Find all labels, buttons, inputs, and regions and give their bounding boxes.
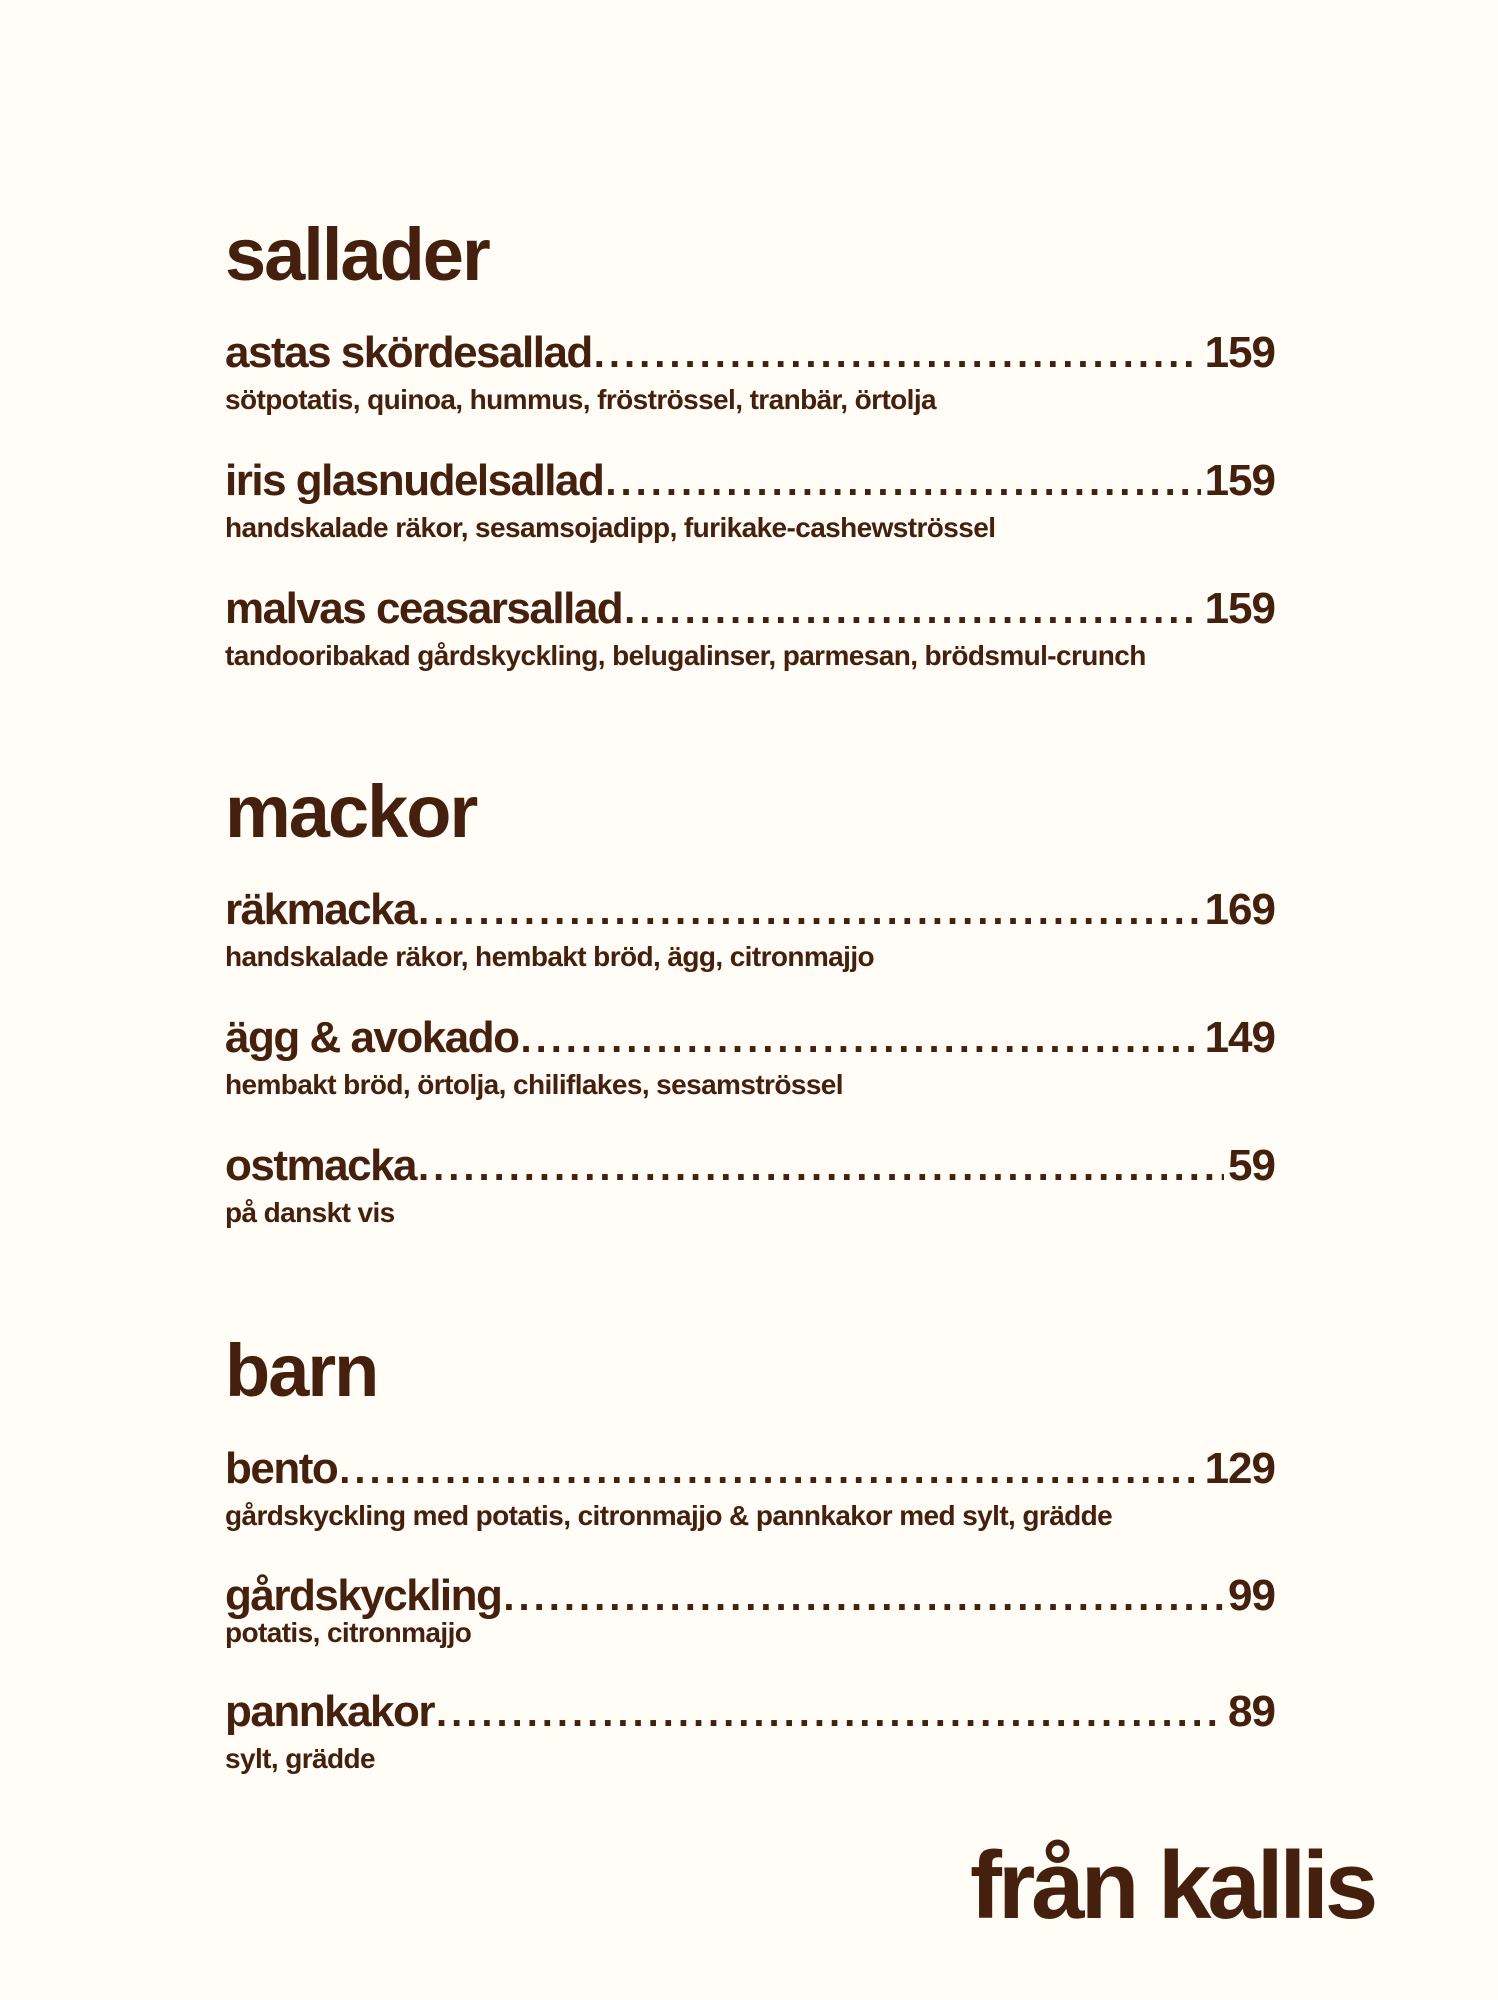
menu-item-price: 149 <box>1204 1013 1275 1062</box>
menu-item-description: på danskt vis <box>225 1197 395 1228</box>
menu-item-name: räkmacka <box>225 885 417 934</box>
menu-item-row <box>225 1013 1275 1063</box>
dot-leader <box>503 1572 1224 1622</box>
menu-item <box>225 1571 1275 1651</box>
menu-item <box>225 584 1275 674</box>
section-title: mackor <box>225 770 477 853</box>
dot-leader <box>418 1142 1224 1192</box>
menu-item-description: handskalade räkor, sesamsojadipp, furikake-cashewströssel <box>225 512 996 543</box>
footer-title: från kallis <box>970 1832 1375 1939</box>
dot-leader <box>520 1014 1200 1064</box>
menu-item <box>225 885 1275 975</box>
menu-item-price: 89 <box>1228 1687 1275 1736</box>
menu-item-row <box>225 885 1275 935</box>
menu-item-row <box>225 328 1275 378</box>
menu-item <box>225 1444 1275 1534</box>
menu-item-row <box>225 456 1275 506</box>
menu-item-description: potatis, citronmajjo <box>225 1617 472 1648</box>
menu-item <box>225 1141 1275 1231</box>
menu-item-name: astas skördesallad <box>225 328 592 377</box>
menu-item-row <box>225 584 1275 634</box>
menu-item-price: 169 <box>1204 885 1275 934</box>
dot-leader <box>594 329 1201 379</box>
menu-item-description: hembakt bröd, örtolja, chiliflakes, sesamströssel <box>225 1069 843 1100</box>
dot-leader <box>605 457 1200 507</box>
menu-item-description: tandooribakad gårdskyckling, belugalinser, parmesan, brödsmul-crunch <box>225 640 1146 671</box>
menu-item-name: pannkakor <box>225 1687 435 1736</box>
dot-leader <box>624 585 1200 635</box>
menu-item-price: 159 <box>1204 328 1275 377</box>
menu-item-name: bento <box>225 1444 338 1493</box>
menu-item-price: 99 <box>1228 1571 1275 1620</box>
menu-item-name: iris glasnudelsallad <box>225 456 604 505</box>
menu-item-price: 159 <box>1204 456 1275 505</box>
dot-leader <box>436 1688 1224 1738</box>
dot-leader <box>339 1445 1200 1495</box>
menu-item-row <box>225 1571 1275 1621</box>
section-title: sallader <box>225 213 489 296</box>
menu-item-row <box>225 1444 1275 1494</box>
menu-item <box>225 456 1275 546</box>
menu-item-name: ägg & avokado <box>225 1013 519 1062</box>
menu-item-row <box>225 1687 1275 1737</box>
menu-item <box>225 1687 1275 1777</box>
menu-item-description: handskalade räkor, hembakt bröd, ägg, citronmajjo <box>225 941 874 972</box>
menu-item <box>225 1013 1275 1103</box>
menu-item-name: malvas ceasarsallad <box>225 584 623 633</box>
menu-item-name: ostmacka <box>225 1141 417 1190</box>
menu-item-price: 59 <box>1228 1141 1275 1190</box>
menu-item-row <box>225 1141 1275 1191</box>
menu-item-price: 129 <box>1204 1444 1275 1493</box>
menu-item-name: gårdskyckling <box>225 1571 502 1620</box>
menu-item-description: sötpotatis, quinoa, hummus, fröströssel, tranbär, örtolja <box>225 384 937 415</box>
section-title: barn <box>225 1329 378 1412</box>
menu-item <box>225 328 1275 418</box>
menu-item-price: 159 <box>1204 584 1275 633</box>
dot-leader <box>418 886 1201 936</box>
menu-item-description: sylt, grädde <box>225 1743 375 1774</box>
menu-item-description: gårdskyckling med potatis, citronmajjo & pannkakor med sylt, grädde <box>225 1500 1113 1531</box>
